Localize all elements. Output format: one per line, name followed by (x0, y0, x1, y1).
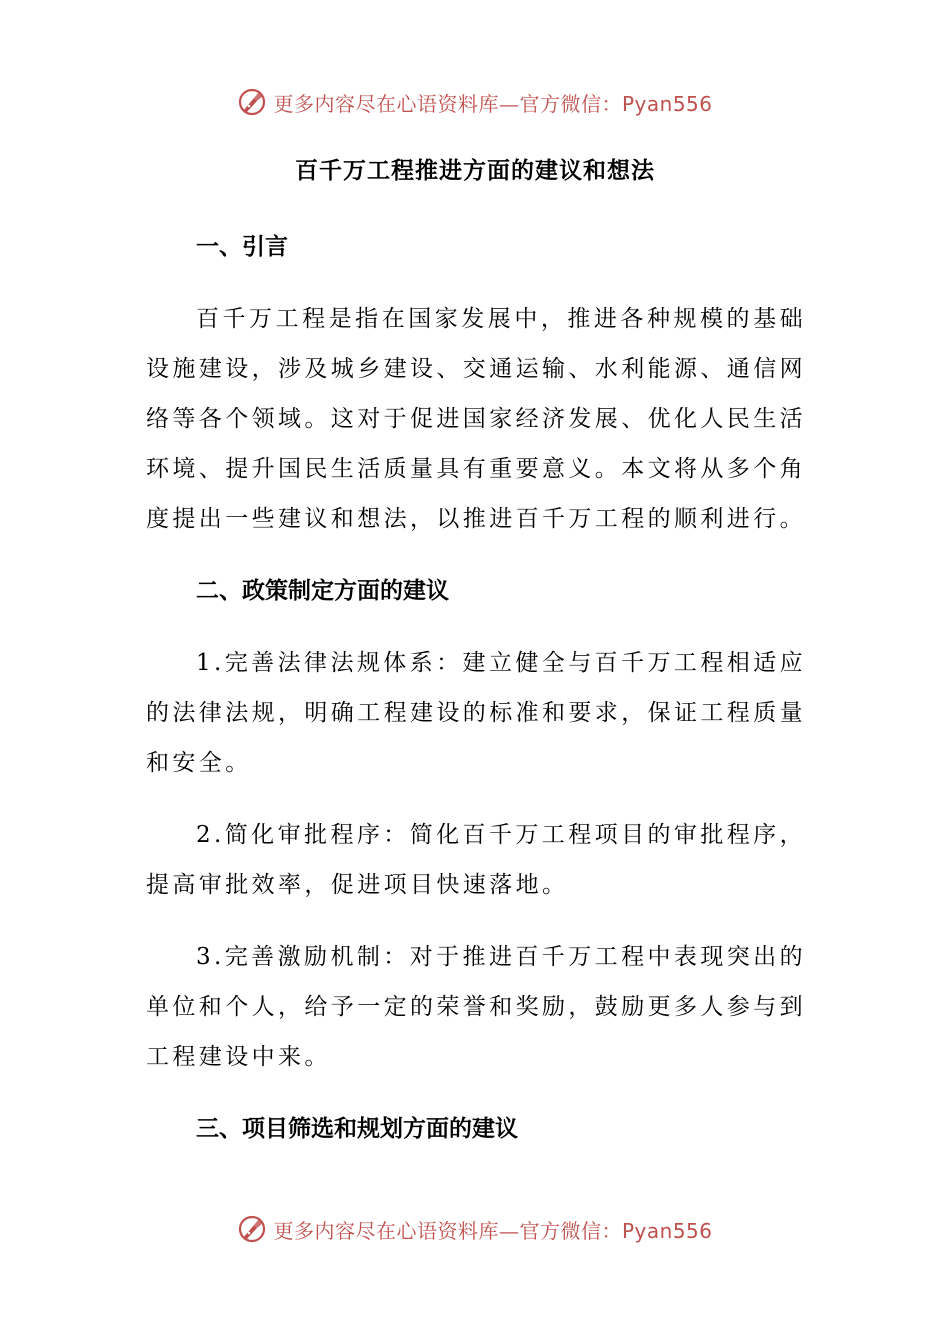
section-heading: 二、政策制定方面的建议 (196, 578, 449, 604)
section-heading: 一、引言 (196, 234, 288, 260)
header-banner-text: 更多内容尽在心语资料库—官方微信：Pyan556 (273, 91, 713, 116)
header-wechat-id: Pyan556 (621, 91, 713, 116)
footer-banner (0, 1209, 950, 1249)
footer-wechat-id: Pyan556 (621, 1218, 713, 1243)
footer-banner-text: 更多内容尽在心语资料库—官方微信：Pyan556 (273, 1218, 713, 1243)
paragraph: 百千万工程是指在国家发展中，推进各种规模的基础设施建设，涉及城乡建设、交通运输、水利能源、通信网络等各个领域。这对于促进国家经济发展、优化人民生活环境、提升国民生活质量具有重要意义。本文将从多个角度提出一些建议和想法，以推进百千万工程的顺利进行。 (146, 306, 806, 532)
pen-nib-logo-icon (237, 1214, 267, 1244)
paragraph: 3.完善激励机制：对于推进百千万工程中表现突出的单位和个人，给予一定的荣誉和奖励，鼓励更多人参与到工程建设中来。 (146, 944, 806, 1070)
header-banner (0, 82, 950, 122)
paragraph: 2.简化审批程序：简化百千万工程项目的审批程序，提高审批效率，促进项目快速落地。 (146, 822, 806, 898)
document-body (146, 222, 806, 1176)
document-title: 百千万工程推进方面的建议和想法 (295, 158, 655, 184)
section-heading: 三、项目筛选和规划方面的建议 (196, 1116, 518, 1142)
pen-nib-logo-icon (237, 87, 267, 117)
paragraph: 1.完善法律法规体系：建立健全与百千万工程相适应的法律法规，明确工程建设的标准和要求，保证工程质量和安全。 (146, 650, 806, 776)
